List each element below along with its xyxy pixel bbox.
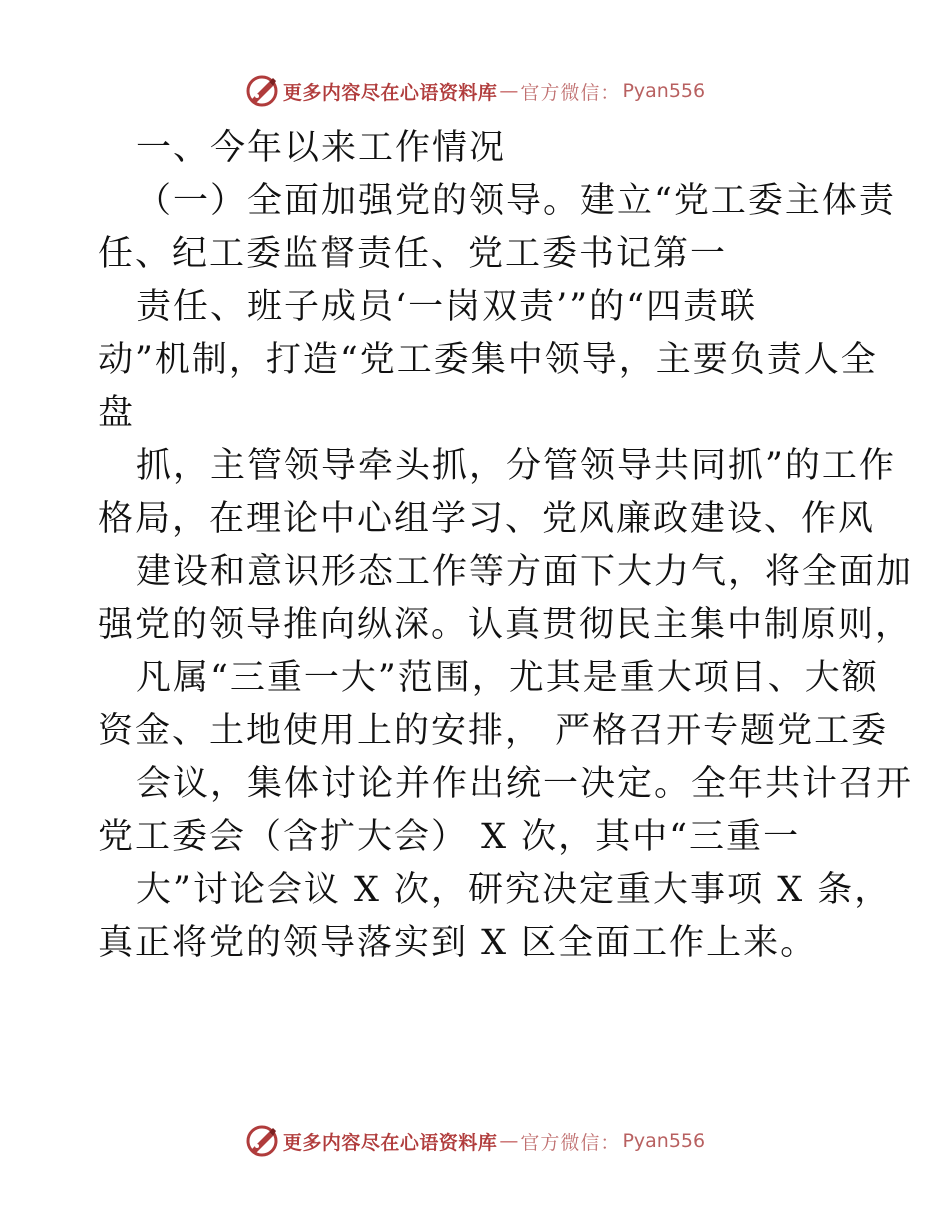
paragraph-line: 格局，在理论中心组学习、党风廉政建设、作风 bbox=[98, 499, 876, 539]
section-heading: 一、今年以来工作情况 bbox=[136, 128, 507, 168]
watermark-main-text: 更多内容尽在心语资料库 bbox=[282, 1131, 498, 1154]
paragraph-line: 动”机制，打造“党工委集中领导，主要负责人全 bbox=[98, 340, 878, 380]
paragraph-line: 盘 bbox=[98, 393, 136, 433]
pen-logo-icon bbox=[245, 74, 279, 108]
paragraph-line: 责任、班子成员‘一岗双责’”的“四责联 bbox=[136, 287, 758, 327]
watermark-sub-text: 官方微信： bbox=[520, 81, 621, 104]
paragraph-line: 强党的领导推向纵深。认真贯彻民主集中制原则， bbox=[98, 605, 913, 645]
watermark-wechat-id: Pyan556 bbox=[622, 1130, 706, 1152]
watermark-wechat-id: Pyan556 bbox=[622, 80, 706, 102]
paragraph-line: 党工委会（含扩大会） X 次，其中“三重一 bbox=[98, 817, 801, 857]
watermark-dash: — bbox=[499, 80, 519, 102]
document-body bbox=[98, 122, 914, 970]
paragraph-line: 任、纪工委监督责任、党工委书记第一 bbox=[98, 234, 728, 274]
paragraph-line: 凡属“三重一大”范围，尤其是重大项目、大额 bbox=[136, 658, 879, 698]
footer-watermark bbox=[0, 1121, 950, 1161]
paragraph-line: 资金、土地使用上的安排， 严格召开专题党工委 bbox=[98, 711, 889, 751]
header-watermark bbox=[0, 71, 950, 111]
watermark-sub-text: 官方微信： bbox=[520, 1131, 621, 1154]
paragraph-line: 建设和意识形态工作等方面下大力气，将全面加 bbox=[136, 552, 914, 592]
paragraph-line: 抓，主管领导牵头抓，分管领导共同抓”的工作 bbox=[136, 446, 896, 486]
paragraph-line: 真正将党的领导落实到 X 区全面工作上来。 bbox=[98, 923, 818, 963]
pen-logo-icon bbox=[245, 1124, 279, 1158]
watermark-dash: — bbox=[499, 1130, 519, 1152]
paragraph-line: 会议，集体讨论并作出统一决定。全年共计召开 bbox=[136, 764, 914, 804]
paragraph-line: （一）全面加强党的领导。建立“党工委主体责 bbox=[136, 181, 896, 221]
paragraph-line: 大”讨论会议 X 次，研究决定重大事项 X 条， bbox=[136, 870, 892, 910]
watermark-main-text: 更多内容尽在心语资料库 bbox=[282, 81, 498, 104]
